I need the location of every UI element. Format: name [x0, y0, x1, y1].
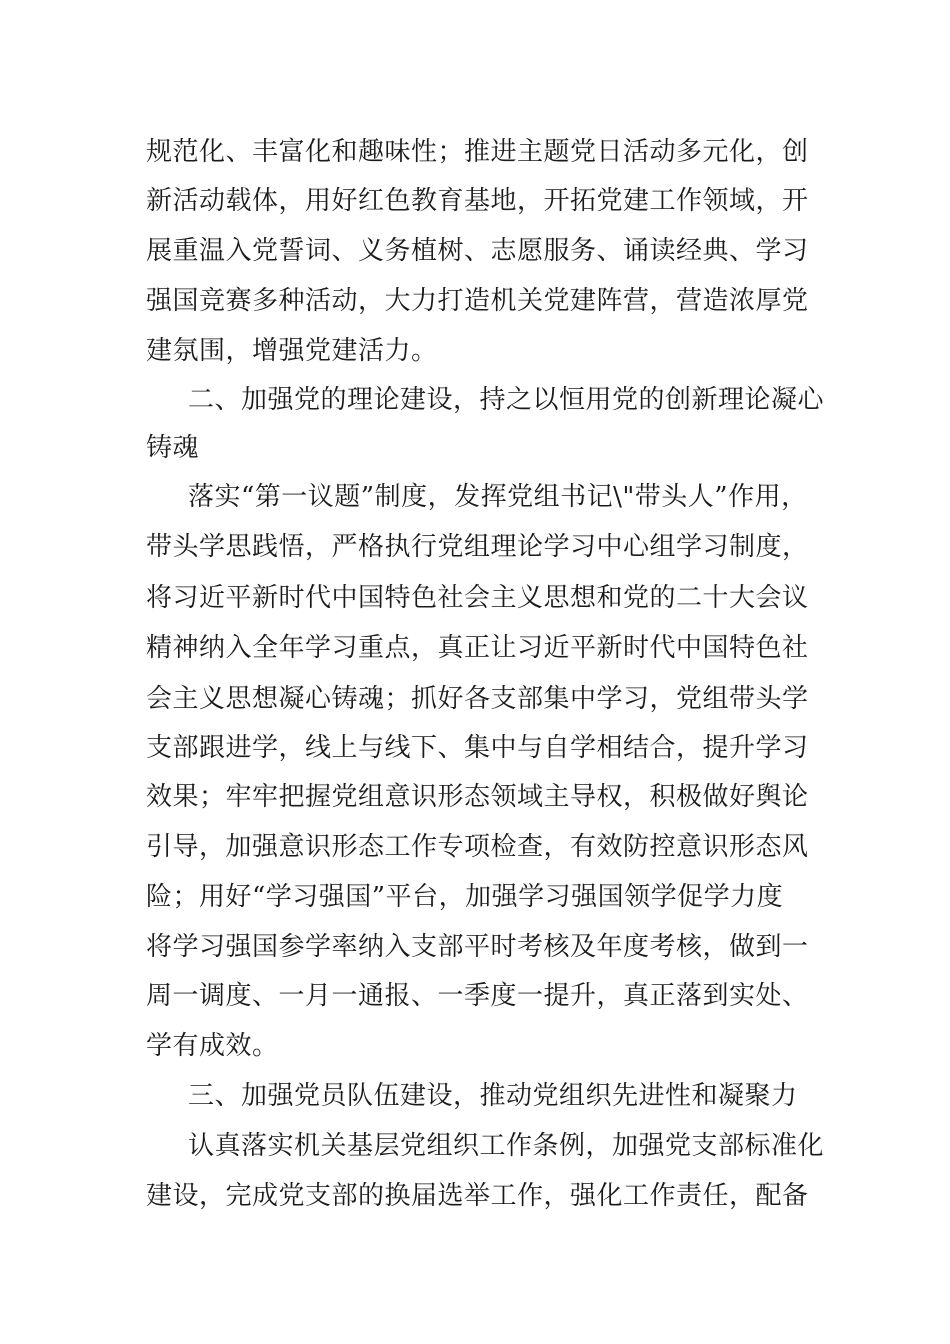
text-line: 落实“第一议题”制度，发挥党组书记\"带头人”作用，: [188, 482, 808, 512]
text-line: 周一调度、一月一通报、一季度一提升，真正落到实处、: [146, 981, 809, 1011]
text-line: 支部跟进学，线上与线下、集中与自学相结合，提升学习: [146, 733, 809, 763]
text-line: 建设，完成党支部的换届选举工作，强化工作责任，配备: [146, 1181, 809, 1211]
section-heading-2-continued: 铸魂: [146, 433, 200, 463]
text-line: 新活动载体，用好红色教育基地，开拓党建工作领域，开: [146, 186, 809, 216]
text-line: 险；用好“学习强国”平台，加强学习强国领学促学力度: [146, 882, 784, 912]
text-line: 会主义思想凝心铸魂；抓好各支部集中学习，党组带头学: [146, 684, 809, 714]
text-line: 展重温入党誓词、义务植树、志愿服务、诵读经典、学习: [146, 236, 809, 266]
section-heading-2: 二、加强党的理论建设，持之以恒用党的创新理论凝心: [188, 385, 825, 415]
text-line: 学有成效。: [146, 1031, 279, 1061]
text-line: 建氛围，增强党建活力。: [146, 336, 438, 366]
text-line: 强国竞赛多种活动，大力打造机关党建阵营，营造浓厚党: [146, 286, 809, 316]
text-line: 将习近平新时代中国特色社会主义思想和党的二十大会议: [146, 583, 809, 613]
text-line: 认真落实机关基层党组织工作条例，加强党支部标准化: [188, 1131, 825, 1161]
text-line: 将学习强国参学率纳入支部平时考核及年度考核，做到一: [146, 932, 809, 962]
text-line: 规范化、丰富化和趣味性；推进主题党日活动多元化，创: [146, 137, 809, 167]
text-line: 引导，加强意识形态工作专项检查，有效防控意识形态风: [146, 832, 809, 862]
section-heading-3: 三、加强党员队伍建设，推动党组织先进性和凝聚力: [188, 1081, 798, 1111]
text-line: 带头学思践悟，严格执行党组理论学习中心组学习制度，: [146, 532, 809, 562]
text-line: 精神纳入全年学习重点，真正让习近平新时代中国特色社: [146, 633, 809, 663]
text-line: 效果；牢牢把握党组意识形态领域主导权，积极做好舆论: [146, 782, 809, 812]
